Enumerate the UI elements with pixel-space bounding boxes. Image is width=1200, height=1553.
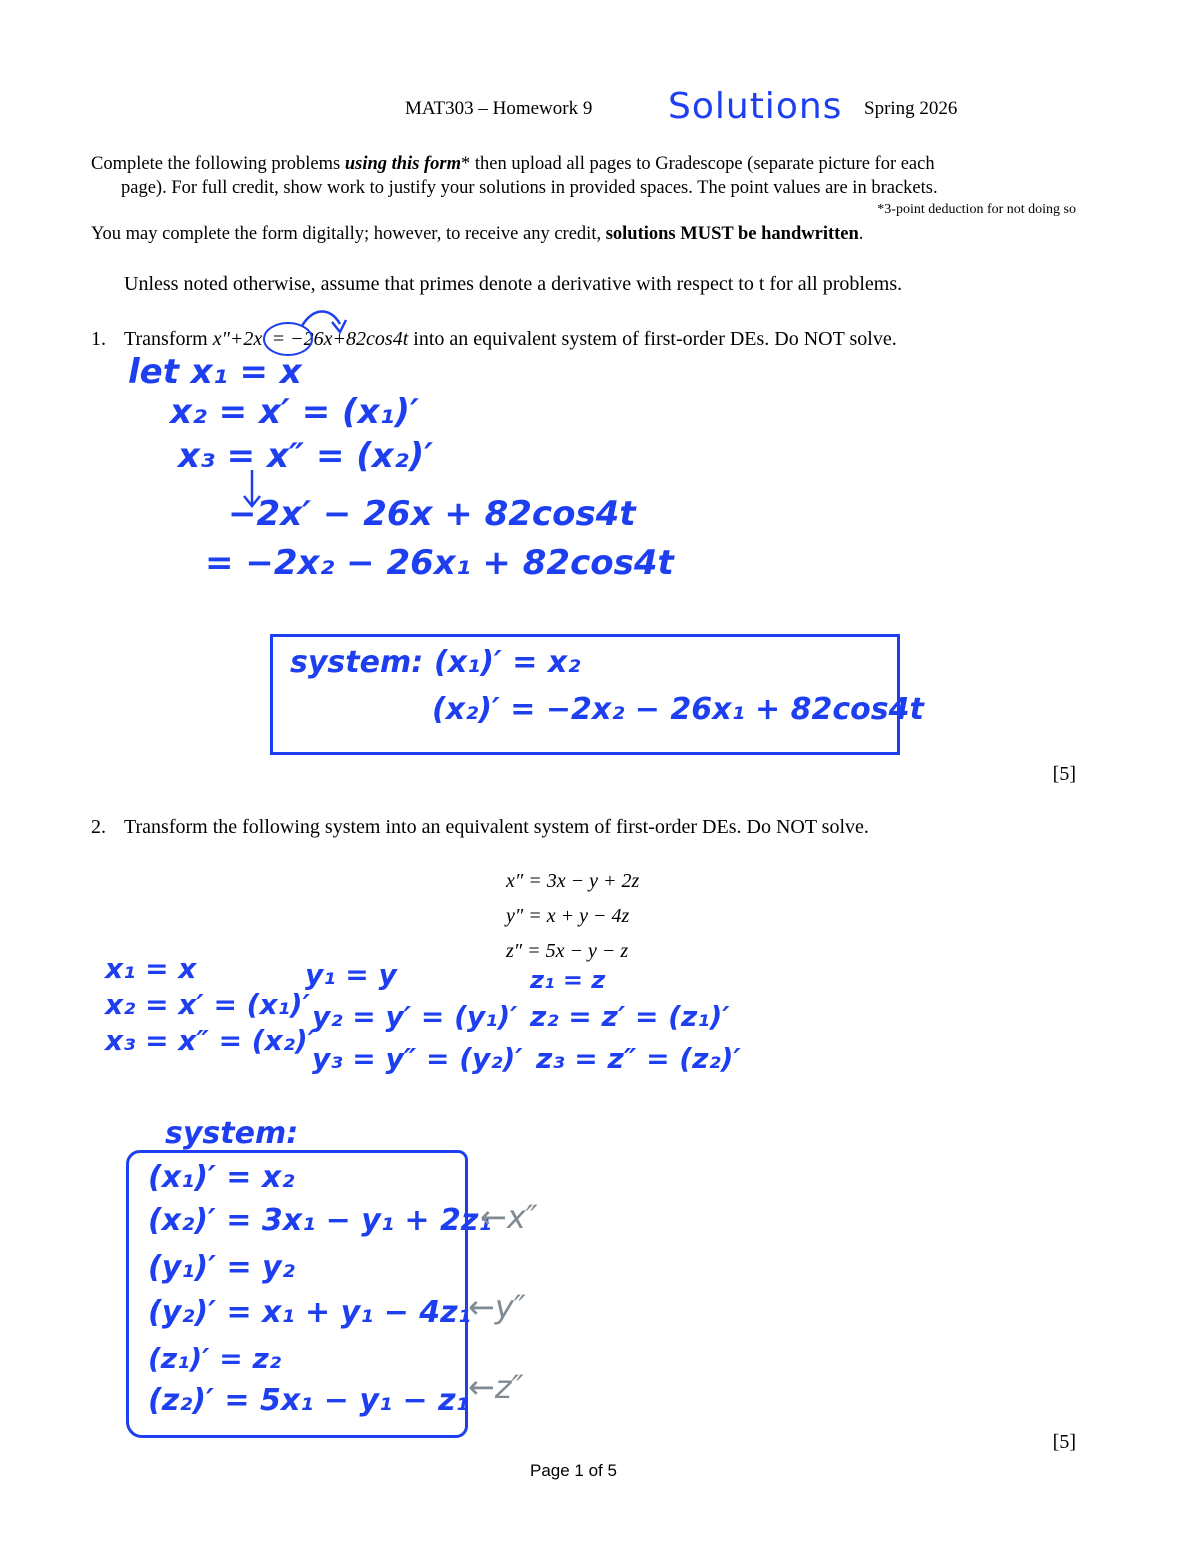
p2-z-def-1: z₁ = z (530, 966, 606, 994)
p2-z-def-2: z₂ = z′ = (z₁)′ (530, 1000, 730, 1033)
p2-x-def-3: x₃ = x″ = (x₂)′ (105, 1024, 316, 1057)
p1-system-eq-2: (x₂)′ = −2x₂ − 26x₁ + 82cos4t (432, 692, 924, 727)
p2-points: [5] (1052, 1431, 1076, 1453)
page-number: Page 1 of 5 (530, 1461, 617, 1480)
given-eq-1: x″ = 3x − y + 2z (506, 870, 640, 892)
p1-system-label: system: (290, 645, 424, 680)
circle-annotation-icon (250, 300, 360, 360)
p1-work-line-3: x₃ = x″ = (x₂)′ (178, 436, 434, 476)
p2-system-eq-2: (x₂)′ = 3x₁ − y₁ + 2z₁ (148, 1203, 492, 1238)
p1-work-line-5: = −2x₂ − 26x₁ + 82cos4t (205, 543, 674, 583)
p1-system-eq-1: (x₁)′ = x₂ (434, 645, 581, 680)
problem-2-number: 2. (91, 816, 106, 838)
problem-2-prompt: Transform the following system into an equivalent system of first-order DEs. Do NOT solve. (124, 816, 869, 838)
instructions-line-2: page). For full credit, show work to justify your solutions in provided spaces. The point values are in brackets. (121, 178, 938, 198)
p2-y-def-1: y₁ = y (305, 958, 397, 991)
primes-note: Unless noted otherwise, assume that primes denote a derivative with respect to t for all problems. (124, 273, 903, 295)
given-eq-3: z″ = 5x − y − z (506, 940, 629, 962)
arrow-label-y: ←y″ (468, 1288, 526, 1326)
problem-1-prompt: Transform x″+2x′ = −26x+82cos4t into an equivalent system of first-order DEs. Do NOT solve. (124, 328, 897, 350)
p2-system-eq-1: (x₁)′ = x₂ (148, 1160, 295, 1195)
p1-work-line-4: −2x′ − 26x + 82cos4t (228, 494, 636, 534)
course-title: MAT303 – Homework 9 (405, 98, 593, 119)
deduction-note: *3-point deduction for not doing so (877, 202, 1076, 217)
p1-work-line-1: let x₁ = x (128, 352, 302, 392)
p2-y-def-3: y₃ = y″ = (y₂)′ (312, 1042, 523, 1075)
p2-x-def-1: x₁ = x (105, 952, 197, 985)
p2-system-eq-5: (z₁)′ = z₂ (148, 1342, 282, 1375)
term: Spring 2026 (864, 98, 958, 119)
p1-points: [5] (1052, 763, 1076, 785)
p2-x-def-2: x₂ = x′ = (x₁)′ (105, 988, 310, 1021)
p2-system-eq-3: (y₁)′ = y₂ (148, 1250, 295, 1285)
p1-work-line-2: x₂ = x′ = (x₁)′ (170, 392, 419, 432)
instructions-line-1: Complete the following problems using this form* then upload all pages to Gradescope (separate picture for each (91, 154, 935, 174)
arrow-label-x: ←x″ (480, 1198, 538, 1236)
p2-system-eq-6: (z₂)′ = 5x₁ − y₁ − z₁ (148, 1383, 469, 1418)
p2-system-eq-4: (y₂)′ = x₁ + y₁ − 4z₁ (148, 1295, 471, 1330)
solutions-stamp: Solutions (668, 86, 843, 127)
p2-z-def-3: z₃ = z″ = (z₂)′ (536, 1042, 741, 1075)
p2-y-def-2: y₂ = y′ = (y₁)′ (312, 1000, 518, 1033)
arrow-label-z: ←z″ (468, 1368, 524, 1406)
p2-system-label: system: (165, 1116, 299, 1151)
problem-1-number: 1. (91, 328, 106, 350)
given-eq-2: y″ = x + y − 4z (506, 905, 630, 927)
instructions-line-3: You may complete the form digitally; however, to receive any credit, solutions MUST be handwritten. (91, 224, 864, 244)
